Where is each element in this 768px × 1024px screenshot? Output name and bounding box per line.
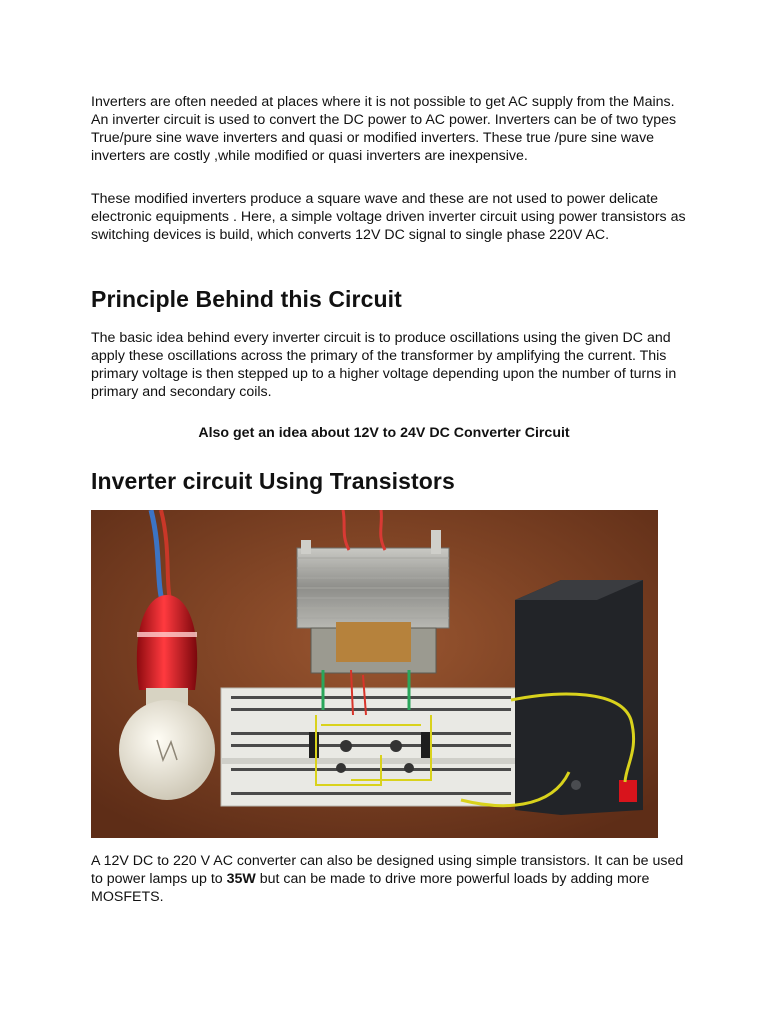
- bulb-holder-stripe: [137, 632, 197, 637]
- ic-chip-right: [421, 732, 431, 758]
- transistor-left: [340, 740, 352, 752]
- caption-text-start: A 12V DC to 220 V AC converter can also be designed using simple transistors. It can be used to power lamps up to: [91, 853, 684, 887]
- modified-inverters-paragraph: These modified inverters produce a square wave and these are not used to power delicate electronic equipments . Here, a simple voltage driven inverter circuit using power transistors as switching devices is build, which converts 12V DC signal to single phase 220V AC.: [91, 191, 686, 243]
- caption-paragraph: [91, 852, 691, 906]
- ic-chip-left: [309, 732, 319, 758]
- transistor-inverter-heading: Inverter circuit Using Transistors: [91, 468, 455, 494]
- related-article-link[interactable]: Also get an idea about 12V to 24V DC Converter Circuit: [198, 425, 570, 441]
- caption-text-end: but can be made to drive more powerful loads by adding more MOSFETS.: [91, 871, 650, 905]
- principle-heading: Principle Behind this Circuit: [91, 286, 402, 312]
- circuit-photo: [91, 510, 658, 838]
- principle-paragraph: The basic idea behind every inverter circuit is to produce oscillations using the given DC and apply these oscillations across the primary of the transformer by amplifying the current. This primary voltage is then stepped up to a higher voltage depending upon the number of turns in primary and secondary coils.: [91, 330, 677, 400]
- intro-paragraph: Inverters are often needed at places where it is not possible to get AC supply from the Mains. An inverter circuit is used to convert the DC power to AC power. Inverters can be of two types True/pure sine wave inverters and quasi or modified inverters. These true /pure sine wave inverters are costly ,while modified or quasi inverters are inexpensive.: [91, 94, 677, 164]
- caption-wattage: 35W: [226, 871, 256, 887]
- battery-terminal: [619, 780, 637, 802]
- transformer-coil: [336, 622, 411, 662]
- transistor-right: [390, 740, 402, 752]
